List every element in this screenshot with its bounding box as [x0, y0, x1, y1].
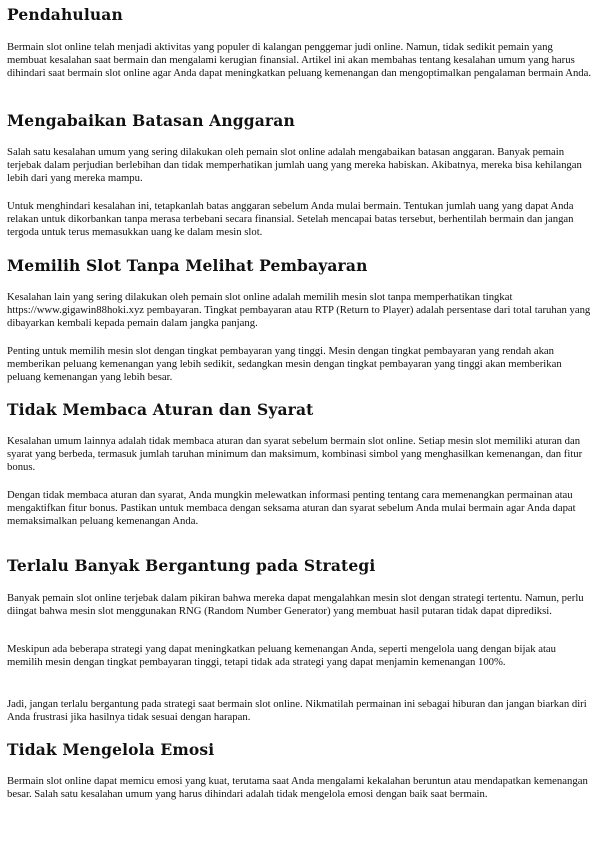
paragraph: Bermain slot online dapat memicu emosi yang kuat, terutama saat Anda mengalami kekalahan beruntun atau mendapatkan kemenangan besar. Salah satu kesalahan umum yang harus dihindari adalah tidak mengelola emosi dengan baik saat bermain.: [7, 775, 588, 801]
paragraph: Kesalahan umum lainnya adalah tidak membaca aturan dan syarat sebelum bermain slot online. Setiap mesin slot memiliki aturan dan syarat yang berbeda, termasuk jumlah taruhan minimum dan maksimum, kombinasi simbol yang menghasilkan kemenangan, dan fitur bonus.: [7, 435, 583, 474]
section-heading-strategi: Terlalu Banyak Bergantung pada Strategi: [7, 556, 376, 575]
paragraph: Meskipun ada beberapa strategi yang dapat meningkatkan peluang kemenangan Anda, seperti mengelola uang dengan bijak atau memilih mesin dengan tingkat pembayaran tinggi, tetapi tidak ada strategi yang dapat menjamin kemenangan 100%.: [7, 643, 557, 669]
section-heading-aturan-syarat: Tidak Membaca Aturan dan Syarat: [7, 400, 314, 419]
paragraph: Dengan tidak membaca aturan dan syarat, Anda mungkin melewatkan informasi penting tentang cara memenangkan permainan atau mengaktifkan fitur bonus. Pastikan untuk membaca dengan seksama aturan dan syarat sebelum Anda mulai bermain agar Anda dapat memaksimalkan peluang kemenangan Anda.: [7, 489, 576, 528]
paragraph: Untuk menghindari kesalahan ini, tetapkanlah batas anggaran sebelum Anda mulai bermain. Tentukan jumlah uang yang dapat Anda relakan untuk dikorbankan tanpa merasa terbebani secara finansial. Setelah mencapai batas tersebut, berhentilah bermain dan jangan tergoda untuk terus memasukkan uang ke dalam mesin slot.: [7, 200, 574, 239]
section-heading-pendahuluan: Pendahuluan: [7, 5, 123, 24]
paragraph: Jadi, jangan terlalu bergantung pada strategi saat bermain slot online. Nikmatilah permainan ini sebagai hiburan dan jangan biarkan diri Anda frustrasi jika hasilnya tidak sesuai dengan harapan.: [7, 698, 587, 724]
paragraph: Kesalahan lain yang sering dilakukan oleh pemain slot online adalah memilih mesin slot tanpa memperhatikan tingkat https://www.gigawin88hoki.xyz pembayaran. Tingkat pembayaran atau RTP (Return to Player) adalah persentase dari total taruhan yang dibayarkan kembali kepada pemain dalam jangka panjang.: [7, 291, 591, 330]
section-heading-batasan-anggaran: Mengabaikan Batasan Anggaran: [7, 111, 295, 130]
paragraph: Salah satu kesalahan umum yang sering dilakukan oleh pemain slot online adalah mengabaikan batasan anggaran. Banyak pemain terjebak dalam perjudian berlebihan dan tidak memperhatikan jumlah uang yang mereka habiskan. Akibatnya, mereka bisa kehilangan lebih dari yang mereka mampu.: [7, 146, 582, 185]
paragraph: Banyak pemain slot online terjebak dalam pikiran bahwa mereka dapat mengalahkan mesin slot dengan strategi tertentu. Namun, perlu diingat bahwa mesin slot menggunakan RNG (Random Number Generator) yang membuat hasil putaran tidak dapat diprediksi.: [7, 592, 584, 618]
section-heading-pembayaran: Memilih Slot Tanpa Melihat Pembayaran: [7, 256, 368, 275]
paragraph: Penting untuk memilih mesin slot dengan tingkat pembayaran yang tinggi. Mesin dengan tingkat pembayaran yang rendah akan memberikan peluang kemenangan yang lebih sedikit, sedangkan mesin dengan tingkat pembayaran yang tinggi akan memberikan peluang kemenangan yang lebih besar.: [7, 345, 562, 384]
section-heading-emosi: Tidak Mengelola Emosi: [7, 740, 215, 759]
paragraph: Bermain slot online telah menjadi aktivitas yang populer di kalangan penggemar judi online. Namun, tidak sedikit pemain yang membuat kesalahan saat bermain dan mengalami kerugian finansial. Artikel ini akan membahas tentang kesalahan umum yang harus dihindari saat bermain slot online agar Anda dapat meningkatkan peluang kemenangan dan mengoptimalkan pengalaman bermain Anda.: [7, 41, 592, 80]
